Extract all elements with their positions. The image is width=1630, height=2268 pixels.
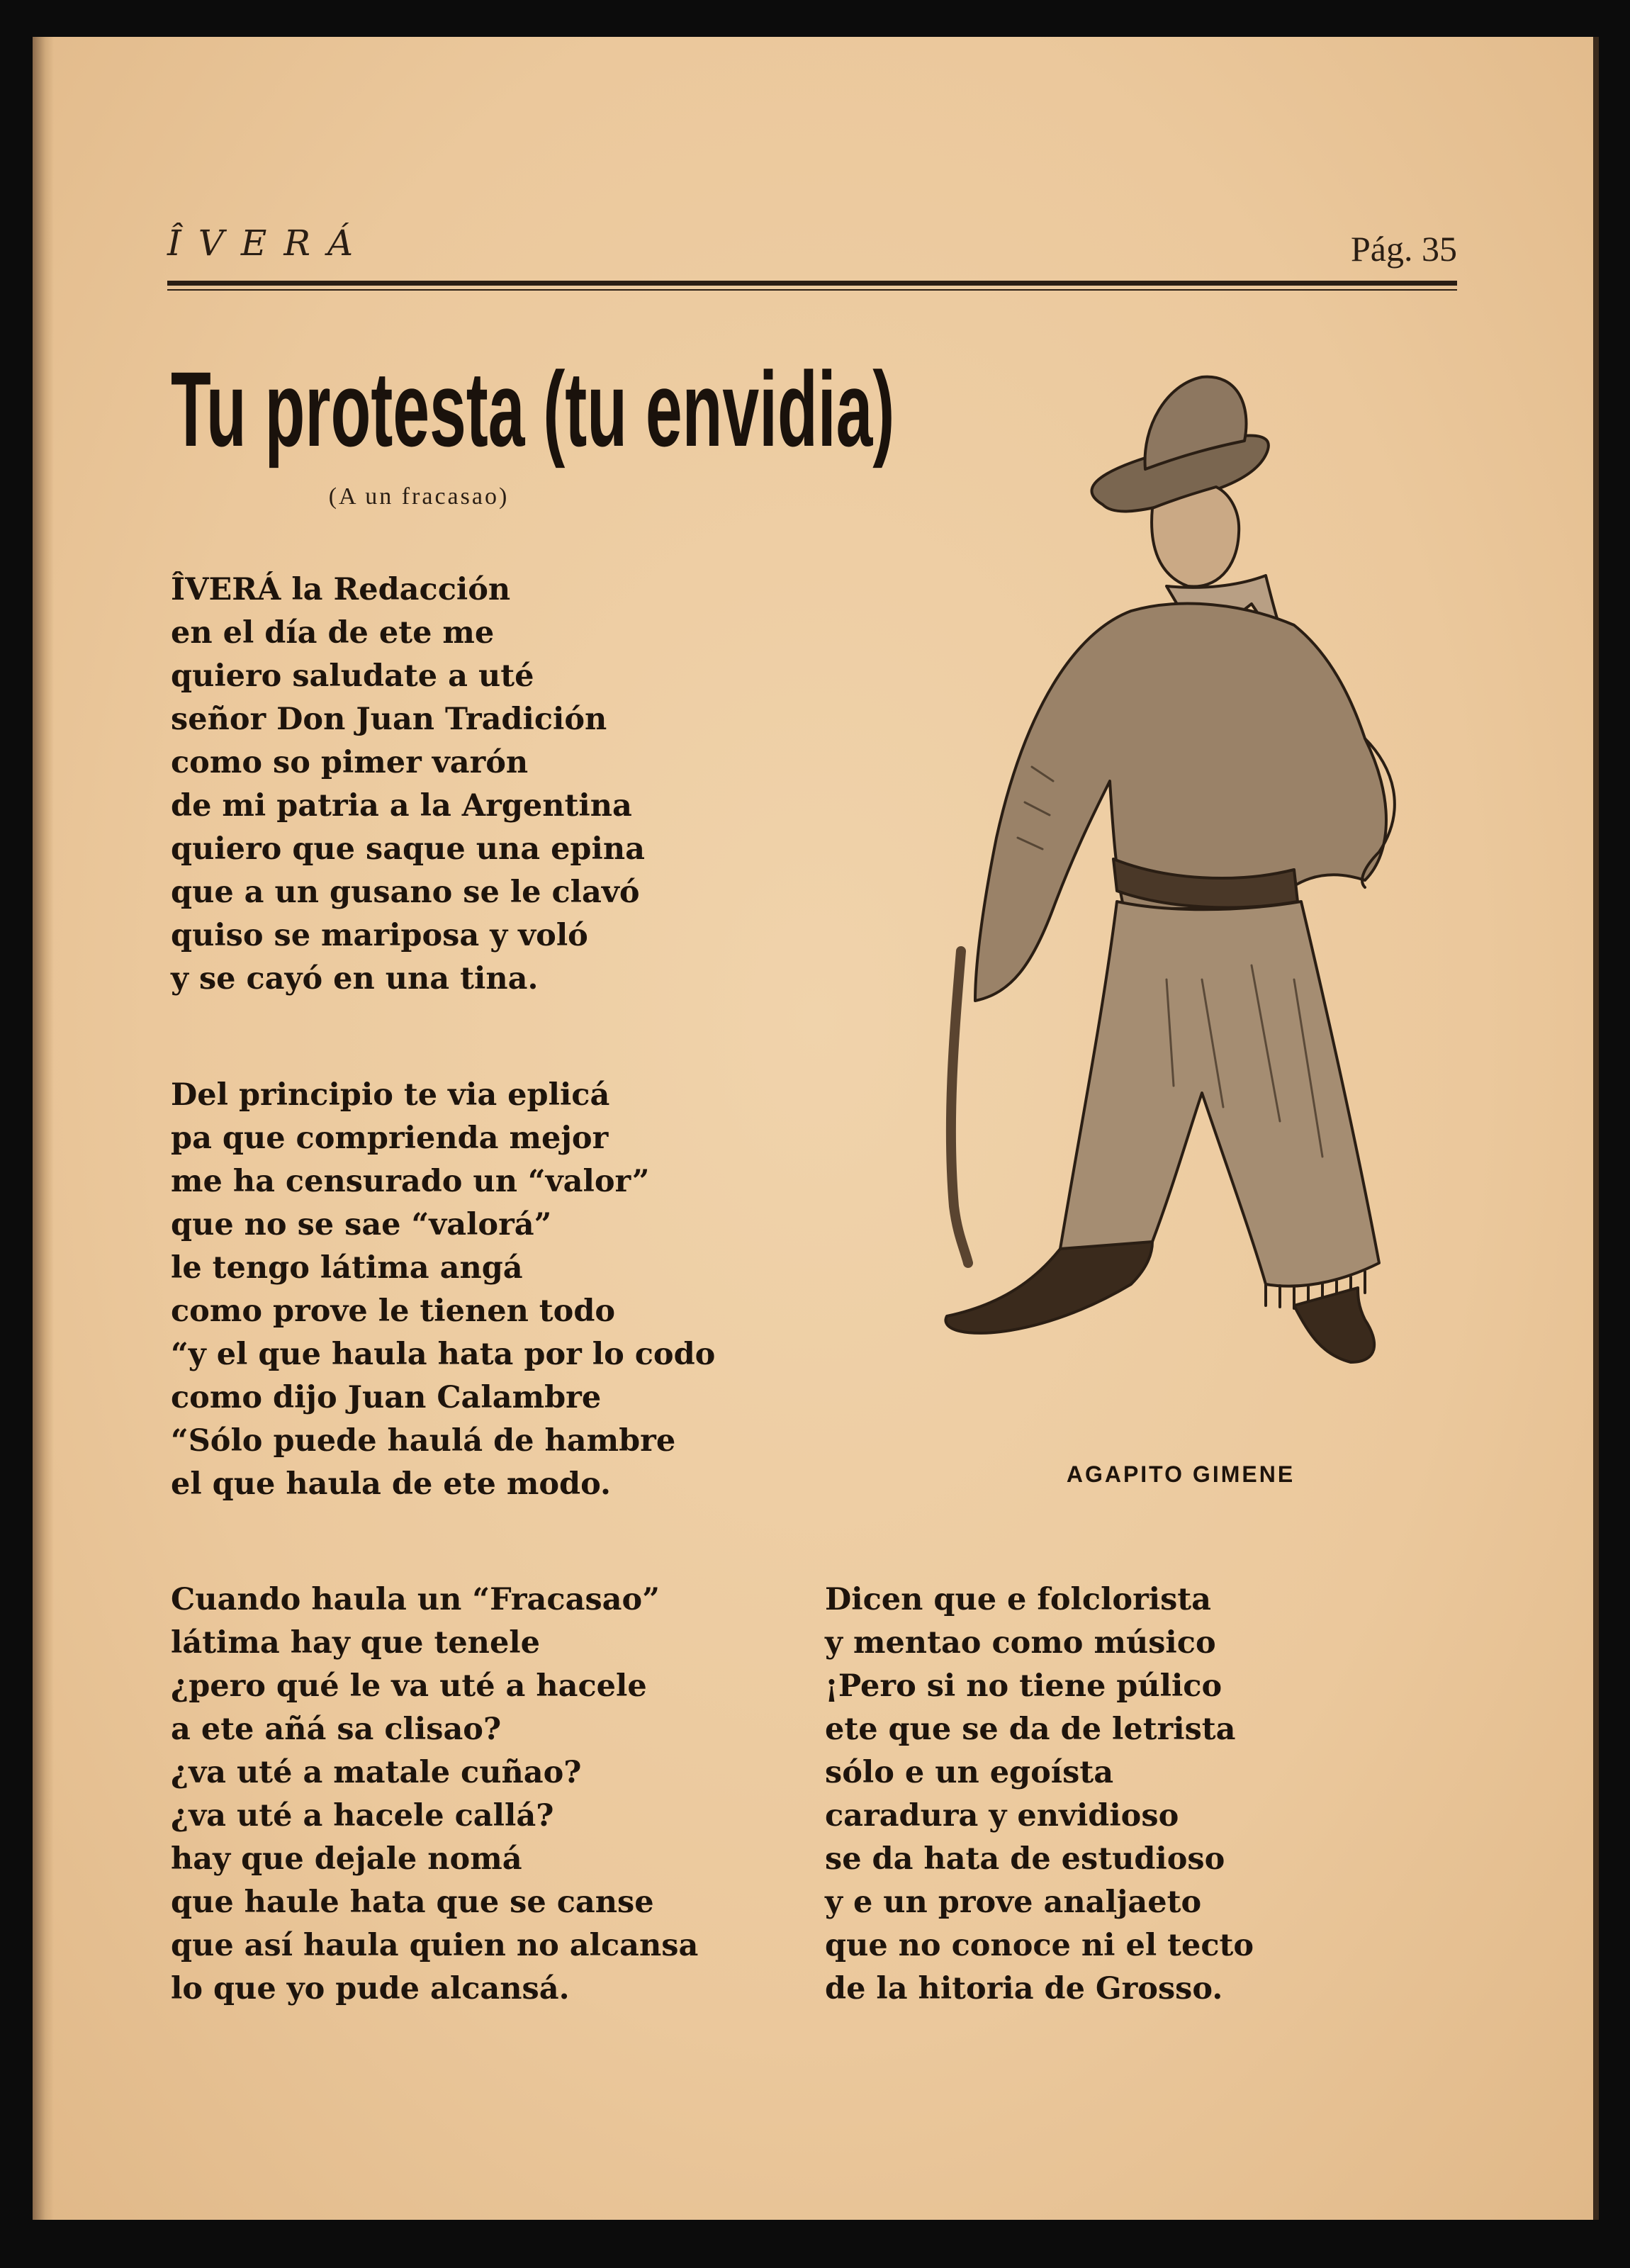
verse-line: quiso se mariposa y voló xyxy=(171,918,588,953)
verse-line: ete que se da de letrista xyxy=(825,1712,1236,1747)
verse-line: “y el que haula hata por lo codo xyxy=(171,1337,716,1372)
verse-line: que haule hata que se canse xyxy=(171,1885,654,1920)
binding-gutter xyxy=(33,37,54,2220)
verse-line: quiero que saque una epina xyxy=(171,831,645,867)
illustration-caption: AGAPITO GIMENE xyxy=(1066,1461,1295,1487)
verse-line: hay que dejale nomá xyxy=(171,1841,522,1877)
verse-line: quiero saludate a uté xyxy=(171,658,534,694)
stanza-3 xyxy=(171,1578,698,2011)
verse-line: pa que comprienda mejor xyxy=(171,1121,609,1156)
verse-line: el que haula de ete modo. xyxy=(171,1466,611,1502)
verse-line: que no se sae “valorá” xyxy=(171,1207,552,1242)
magazine-page xyxy=(33,37,1599,2220)
verse-line: ÎVERÁ la Redacción xyxy=(171,572,511,607)
verse-line: ¿pero qué le va uté a hacele xyxy=(171,1668,647,1704)
stanza-2 xyxy=(171,1074,715,1506)
verse-line: “Sólo puede haulá de hambre xyxy=(171,1423,676,1459)
article-title: Tu protesta (tu envidia) xyxy=(171,349,895,468)
verse-line: de la hitoria de Grosso. xyxy=(825,1971,1223,2006)
left-boot xyxy=(945,1242,1152,1333)
verse-line: como prove le tienen todo xyxy=(171,1293,616,1329)
journal-name: ÎVERÁ xyxy=(167,223,371,264)
verse-line: Dicen que e folclorista xyxy=(825,1582,1212,1617)
verse-line: lo que yo pude alcansá. xyxy=(171,1971,570,2006)
header-rule-thin xyxy=(167,289,1457,291)
verse-line: caradura y envidioso xyxy=(825,1798,1179,1834)
whip-handle xyxy=(951,951,968,1263)
chiripa xyxy=(1060,902,1379,1286)
article-subtitle: (A un fracasao) xyxy=(328,483,510,510)
verse-line: de mi patria a la Argentina xyxy=(171,788,632,824)
verse-line: sólo e un egoísta xyxy=(825,1755,1114,1790)
verse-line: me ha censurado un “valor” xyxy=(171,1164,650,1199)
verse-line: que a un gusano se le clavó xyxy=(171,875,640,910)
page-number: Pág. 35 xyxy=(1351,229,1457,269)
verse-line: y se cayó en una tina. xyxy=(171,961,539,997)
stanza-4 xyxy=(825,1578,1254,2011)
verse-line: que no conoce ni el tecto xyxy=(825,1928,1254,1963)
header-rule xyxy=(167,281,1457,286)
page-edge xyxy=(1593,37,1599,2220)
verse-line: en el día de ete me xyxy=(171,615,495,651)
verse-line: y e un prove analjaeto xyxy=(825,1885,1202,1920)
stanza-1 xyxy=(171,568,645,1001)
verse-line: ¿va uté a hacele callá? xyxy=(171,1798,554,1834)
running-head xyxy=(167,201,1457,286)
verse-line: se da hata de estudioso xyxy=(825,1841,1225,1877)
verse-line: látima hay que tenele xyxy=(171,1625,540,1661)
verse-line: a ete añá sa clisao? xyxy=(171,1712,502,1747)
verse-line: como dijo Juan Calambre xyxy=(171,1380,602,1415)
verse-line: que así haula quien no alcansa xyxy=(171,1928,699,1963)
verse-line: ¿va uté a matale cuñao? xyxy=(171,1755,582,1790)
verse-line: le tengo látima angá xyxy=(171,1250,523,1286)
verse-line: ¡Pero si no tiene púlico xyxy=(825,1668,1222,1704)
gaucho-illustration xyxy=(869,342,1478,1405)
verse-line: como so pimer varón xyxy=(171,745,529,780)
verse-line: Del principio te via eplicá xyxy=(171,1077,610,1113)
verse-line: Cuando haula un “Fracasao” xyxy=(171,1582,660,1617)
verse-line: y mentao como músico xyxy=(825,1625,1216,1661)
verse-line: señor Don Juan Tradición xyxy=(171,702,607,737)
right-boot xyxy=(1294,1288,1374,1362)
